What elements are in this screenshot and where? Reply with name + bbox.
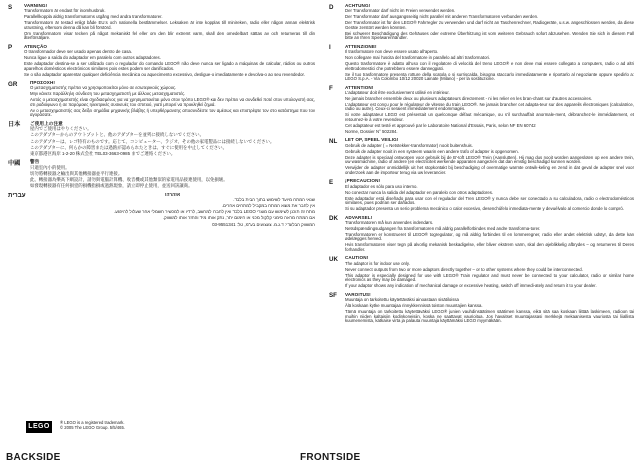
warning-paragraph: Transformatorn är testad enligt både EU:s och nationella bestlämmelser. Leksaken är inte kopplas till minireken, radio eller någon annan elektrisk utrustning, eftersom denna då kan bli förstörd. [24, 20, 315, 30]
warning-text-sf [345, 293, 634, 324]
warning-paragraph: Parallellkoppla aldrig transformatorns utgång med andra transformatorer. [24, 14, 163, 20]
warning-title-sf: VAROITUS! [344, 291, 371, 297]
warning-title-p: ATENÇÃO [24, 43, 48, 49]
warning-paragraph: אם המתח מראה סימני קלקול מכני או חימום יתר, נתק אותו מיד והחזר אותו למשווק. [162, 215, 315, 221]
warning-block-f [329, 86, 634, 135]
warning-block-he [8, 193, 315, 227]
language-code-jp: 日本 [8, 121, 21, 129]
warning-paragraph: Se il tuo trasformatore presenta rotture della scatola o si surriscalda, bisogna staccarlo immediatamente e riportarlo al negoziante oppure spedirlo a: LEGO S.p.A. - Via Colombo 10/12 20020 Lainate (Milano) - per la sostituzione. [344, 71, 634, 82]
warning-paragraph: El adaptador es sólo para uso interno. [344, 183, 418, 189]
warning-paragraph: The adaptor is for indoor use only. [344, 260, 410, 266]
warning-paragraph: Il trasformatore non deve essere usato all'aperto. [344, 49, 439, 55]
warning-paragraph: Este adaptador está diseñado para usar con el regulador del Tren LEGO® y nunca debe ser conectado a su calculadora, radio o electrodomésticos similares, pues podrían ser dañados. [344, 195, 634, 206]
warning-text-p [24, 45, 315, 77]
warning-title-cn: 警告 [30, 159, 40, 165]
warning-paragraph: Verwijder de adapter onmiddellijk uit het stopkontakt bij beschadiging of overmatige warmte ontwik-keling en zend in dat geval de adapter snel voor onderzoek aan de importeur terug via uw leverancier. [344, 165, 634, 175]
warning-block-dk [329, 216, 634, 253]
warning-paragraph: Transformatoren er konstrueret til LEGO® togregulator, og må aldrig forbindes til en lommeregner, radio eller andet elektrisk udstyr, da dette kan ødelægges herved. [344, 231, 634, 242]
language-code-d: D [328, 3, 334, 11]
warning-paragraph: 屋内でご使用はやりください。 [30, 126, 92, 132]
warning-paragraph: 只適室內小的使用。 [30, 164, 70, 170]
warning-paragraph: Älä koskaan kytke muuntajaa rinnykkennissä toiston muuntajien kanssa. [344, 303, 483, 308]
warning-paragraph: Αν ο μετασχηματιστής σας δείξει σημάδια μηχανικής βλάβης ή υπερθέρμανσης αποσυνδέστε τον αμέσως και επιστρέψτε τον στο κατάστημα που τον αγοράσατε. [30, 107, 315, 118]
warning-block-jp [8, 122, 315, 156]
warning-paragraph: Non collegare mai l'uscita del trasformatore in parallelo ad altri trasformatori. [344, 55, 491, 61]
warning-paragraph: Transformatoren må kun anvendes indendørs. [344, 219, 434, 225]
warning-paragraph: This adaptor is especially designed for use with LEGO® Train regulator and must never be connected to your calculator, radio or similar home electronics as they may be damaged. [344, 272, 634, 283]
warning-paragraph: Αυτός ο μετασχηματιστής είναι σχεδιασμένος για να χρησιμοποιείται μόνο στον τρόπο LEGO® και δεν πρέπει να συνδεθεί ποτέ στον υπολογιστή σας, στι ραδιόφωνο ή σε παρόμοιες ηλεκτρικές συσκευές του σπιτιού, γιατί μπορεί να προκληθεί ζημιά. [30, 97, 315, 107]
warning-text-he [30, 193, 315, 227]
warning-paragraph: 如發現轉接器有任何損壹的損機指損或過熱現象，請立即停止使用，並送回該讓商。 [30, 183, 193, 189]
warning-paragraph: Ne jamais brancher ensemble deux ou plusieurs adaptateurs directement - ni les relier en les bran-chant sur d'autres accessoires. [344, 95, 593, 101]
warning-block-sf [329, 293, 634, 324]
warning-paragraph: このアダプターからのアウトプットと、他のアダプターを並列に接続しないでください。 [30, 132, 204, 138]
warning-text-i [345, 45, 634, 82]
warning-paragraph: Norme, Dossier N° 502284. [344, 128, 398, 134]
warning-title-d: ACHTUNG! [344, 3, 371, 8]
language-code-he: עברית [8, 192, 26, 200]
backside-label: BACKSIDE [6, 452, 61, 463]
language-code-e: E [328, 178, 334, 186]
language-code-s: S [8, 3, 13, 11]
warning-block-d [329, 4, 634, 41]
warning-paragraph: Cet adaptateur est testé et approuvé par le Laboratoire National d'Essais, Paris, selon NF EN 60742 [344, 122, 536, 128]
warning-title-f: ATTENTION! [344, 84, 374, 90]
warning-paragraph: Se o são adaptador aparentar qualquer deficiência mecânica ou aquecimento excessivo, desligue-o imediatamente e devolva-o ao seu revendedor. [24, 71, 305, 77]
warning-paragraph: המשווק הבלעדי: ד.ג.מ. צעצועים בע"מ, טל: 03-9551341 [212, 221, 315, 227]
warning-paragraph: Der Transformator ist für den LEGO® Fahrregler zu verwenden und darf nicht an Taschenrechner, Radiogeräte, u.s.w. angeschlossen werden, da diese Geräte zerstört werden könnten. [344, 20, 634, 30]
warning-block-i [329, 45, 634, 82]
language-code-dk: DK [328, 215, 338, 223]
warning-text-e [345, 179, 634, 211]
trademark-line-2: © 2005 The LEGO Group. 5/5/465. [60, 425, 125, 431]
warning-paragraph: Om transformatorn visar tecken på något mekaniskt fel eller om den blir extremt varm, skall den omedelbart sättas av och returneras till din återförsäljare. [24, 30, 315, 41]
trademark-line-1: ® LEGO is a registered trademark. [60, 420, 125, 425]
warning-title-gr: ΠΡΟΣΟΧΗ! [30, 80, 55, 86]
right-column [325, 4, 634, 422]
warning-paragraph: No conectar nunca la salida del adaptador en paralelo con otros adaptadores. [344, 189, 494, 195]
warning-paragraph: Deze adapter is speciaal ontworpen voor gebruik bij de B'-toft LEGO® Trein (Aanslutten). Hij mag dus nooit worden aangesloten op een andere trein, uw wasmachine, radio of andere (en electriciteit werkende apparaten aangezien dat dan emstig beschadigd kunnen worden. [344, 154, 634, 165]
warning-block-nl [329, 138, 634, 175]
warning-paragraph: 此、轉接器為樂高下網設計，請勿與電腦計算機、收音機或其他類似的家電用品接連使用，以免損壞。 [30, 176, 228, 182]
warning-paragraph: L'adaptateur est conçu pour le régulateur de vitesse du train LEGO®. Ne jamais brancher cet adapta-teur sur des appareils électroniques (calculatrice, radio ou autre). Ceux-ci seraient immédiatement endommagés. [344, 101, 634, 112]
warning-paragraph: L'adaptateur doit être exclusivement utilisé en intérieur. [344, 89, 450, 95]
warning-paragraph: Nunca ligue a saída do adaptador em paralelo com outros adaptadores. [24, 55, 161, 61]
warning-paragraph: Questo trasformatore è adatto all'uso con il regolatore di velocità del treno LEGO® e non deve mai essere collegato a computers, radio o ad altri elettrodomestici che potrebbero essere danneggiati. [344, 61, 634, 71]
warning-paragraph: Der Transformator darf ausgangsseitig nicht parallel mit anderen Transformatoren verbunden werden. [344, 14, 539, 20]
warning-paragraph: אין לחבר את מוצא המתח במקביל למתחים אחרים. [221, 203, 315, 209]
warning-paragraph: שנאי המתח מיועד לשימוש בתוך הבית בלבד. [233, 197, 315, 202]
warning-paragraph: Transformatorn är endast för inomhusbruk. [24, 8, 106, 14]
warning-title-nl: LET OP, SPEEL VEILIG! [344, 137, 399, 143]
warning-paragraph: Este adaptador destina-se a ser utilizado com o regulador do comando LEGO® não deve nunca ser ligado a máquinas de calcular, rádios ou outros aparelhos domésticos electrónicos similares pois estes podem ser danificados. [24, 61, 315, 71]
warning-block-gr [8, 81, 315, 118]
footer [0, 419, 640, 465]
language-code-i: I [328, 44, 331, 52]
lego-logo: LEGO [26, 421, 52, 433]
warning-paragraph: Ο μετασχηματιστής πρέπει να χρησιμοποιείται μόνο σε εσωτερικούς χώρους. [30, 85, 177, 91]
warning-paragraph: Muuntaja on tarkoitettu käytettäväksi ainoastaan sisätiloissa [344, 297, 459, 302]
warning-paragraph: Der Transformator darf nicht im Freien verwendet werden. [344, 8, 456, 14]
warning-paragraph: Μην κάνετε παράλληλη σύνδεση του μετασχηματιστή με άλλους μετασχηματιστές. [30, 91, 186, 97]
warning-paragraph: Si votre adaptateur LEGO est présentait un quelconque défaut mécanique, ou s'il surchauffait anormale-ment, débranchez-le immédiatement, et retournez-le à votre revendeur. [344, 112, 634, 122]
warning-block-s [8, 4, 315, 41]
warning-paragraph: このアダプターに、何らかの障害または過熱が認められたときは、すぐに使用を中止してください。 [30, 144, 227, 150]
warning-paragraph: 切勿將轉接器之輸出與其他轉接器並平行連接。 [30, 170, 123, 176]
warning-text-f [345, 86, 634, 135]
warning-title-uk: CAUTION! [344, 255, 369, 261]
warning-paragraph: מתח זה תוכנן לשימוש עם מוצרי LEGO בלבד ואין לחברו למחשב, לרדיו או למכשיר חשמלי אחר שעלול להיפגע. [113, 209, 315, 215]
warning-paragraph: Hvis transformatoren viser tegn på alvorlig mekanisk beskadigelse, eller bliver ekstrem varm, skal den øjeblikkelig afbrydes – og returneres til Deres forhandler. [344, 242, 634, 252]
warning-block-cn [8, 160, 315, 188]
warning-block-e [329, 179, 634, 211]
warning-title-jp: ご使用上の注意 [30, 120, 63, 126]
warning-title-s: VARNING! [24, 3, 48, 8]
warning-paragraph: 東京都港区海岸 1-2-20 株式会社 TEL03-3663-0985 までご連絡ください。 [30, 150, 176, 156]
language-code-uk: UK [328, 255, 338, 263]
language-code-sf: SF [328, 292, 337, 300]
warning-title-he: אזהרה! [164, 191, 181, 197]
warning-paragraph: Netsdspændingsudgangen fra transformatoren må aldrig parallelforbindes med andre transforma-torer. [344, 225, 541, 231]
warning-block-uk [329, 256, 634, 288]
warning-paragraph: Gebruik de adapter ( = Netstekker-transformator) nooit buitenshuis. [344, 142, 473, 148]
warning-title-i: ATTENZIONE! [344, 43, 377, 49]
warning-text-s [24, 4, 315, 41]
language-code-nl: NL [328, 137, 338, 145]
language-code-gr: GR [8, 80, 18, 88]
left-column [6, 4, 315, 422]
columns-wrapper [6, 4, 634, 422]
warning-text-gr [30, 81, 315, 118]
warning-text-cn [30, 160, 315, 188]
language-code-f: F [328, 85, 333, 93]
warning-block-p [8, 45, 315, 77]
warning-paragraph: O transformador deve ser usado apenas dentro de casa. [24, 49, 132, 55]
warning-paragraph: Si su adaptador presenta un serio problema mecánico o calor excesivo, desenchúfelo inmediata-mente y devuélvalo al comercio donde lo compró. [344, 206, 624, 212]
warning-paragraph: If your adaptor shows any indication of mechanical damage or excessive heating, switch off immedi-ately and return it to your dealer. [344, 283, 597, 289]
warning-text-jp [30, 122, 315, 156]
warning-paragraph: Tämä muuntaja on tarkoitettu käytettäväksi LEGO® junien vauhdinsäätimen säätimen kanssa, eikä sitä saa koskaan liittää laskimeen, radioon tai muihin niiden kaltaisiin kodinkoneisiin, koska ne saattavat vaurioitua. Jos havaitset muuntajassasi merkkejä mekaanisesta vauriosta tai liiallista kuumenemista, katkaise virta ja palauta muuntaja käyttämäksi LEGO myymäkään. [344, 309, 634, 323]
language-code-p: P [8, 44, 13, 52]
warning-paragraph: Never connect outputs from two or more adaptors directly together – or to other systems where they could be interconnected. [344, 266, 583, 272]
language-code-cn: 中國 [8, 159, 21, 167]
warning-paragraph: Gebruik de adapter nooit in een systeem waarin een andere trafo of adapter is opgenomen. [344, 148, 519, 154]
warning-text-d [345, 4, 634, 41]
warning-text-dk [345, 216, 634, 253]
warning-text-nl [345, 138, 634, 175]
warning-title-dk: ADVARSEL! [344, 214, 373, 220]
frontside-label: FRONTSIDE [300, 452, 361, 463]
warning-paragraph: このアダプターは、レゴ特有のものです。応じて、コンピューター、ラジオ、その他の家電製品には接続しないでください。 [30, 138, 275, 144]
warning-paragraph: Bei schwerer Beschädigung des Gehäuses oder extreme Überhitzung ist vom weiteren Gebrauch sofort abzusehen. Wenden Sie sich in diesem Fall bitte an Ihren Spielwarenhändler. [344, 30, 634, 41]
warning-title-e: ¡PRECAUCION! [344, 178, 381, 184]
warning-text-uk [345, 256, 634, 288]
trademark-note [60, 420, 320, 431]
